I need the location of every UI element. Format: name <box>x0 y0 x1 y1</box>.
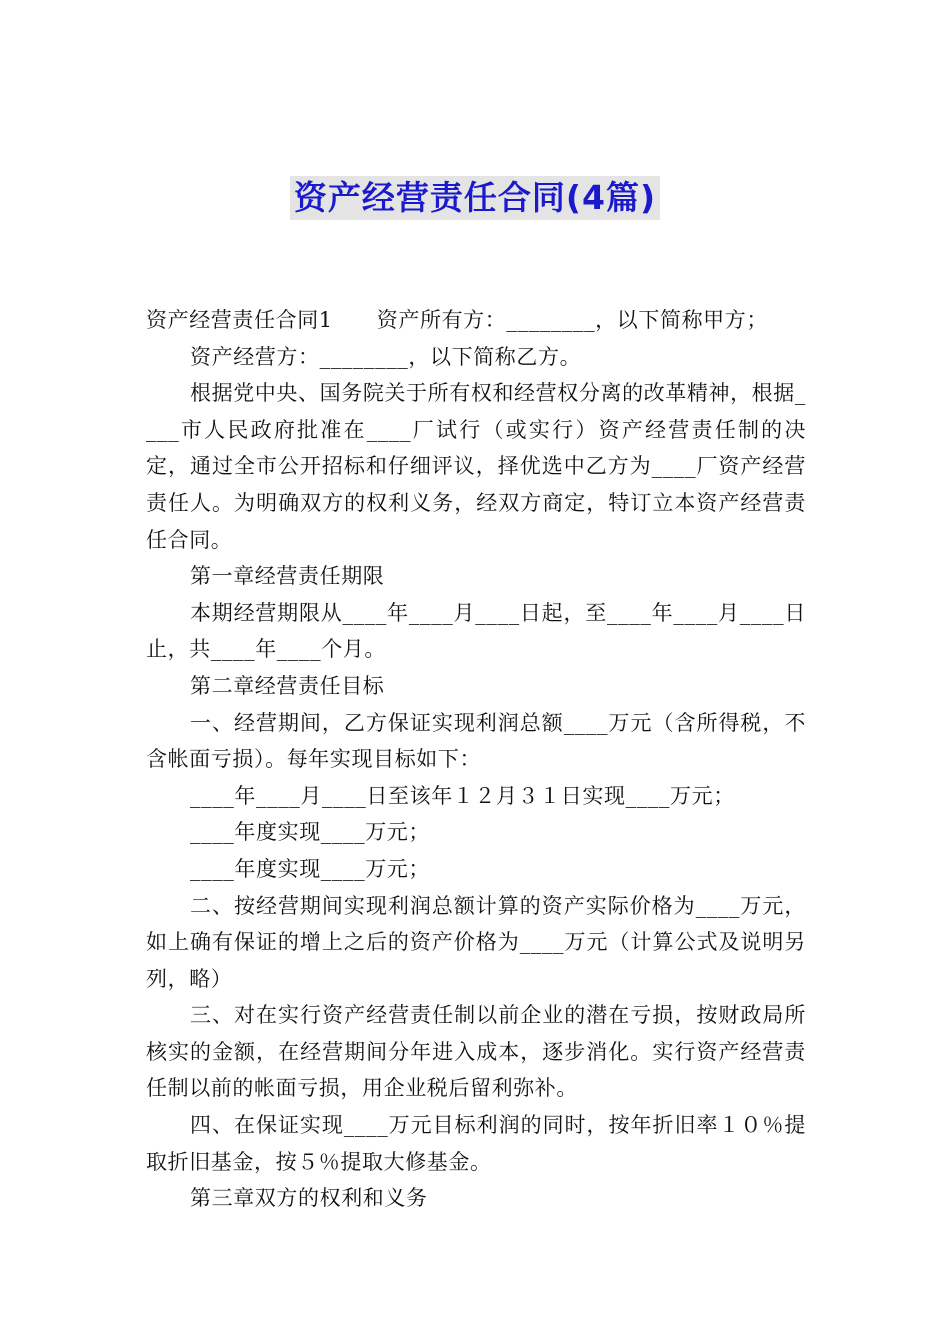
clause-3: 三、对在实行资产经营责任制以前企业的潜在亏损，按财政局所核实的金额，在经营期间分年进入成本，逐步消化。实行资产经营责任制以前的帐面亏损，用企业税后留利弥补。 <box>146 1003 806 1101</box>
clause-1: 一、经营期间，乙方保证实现利润总额____万元（含所得税，不含帐面亏损）。每年实现目标如下： <box>146 710 806 772</box>
document-title: 资产经营责任合同(4篇) <box>290 176 660 220</box>
contract-heading-line <box>146 302 806 339</box>
paragraph-operator: 资产经营方：________，以下简称乙方。 <box>190 344 582 369</box>
paragraph-term: 本期经营期限从____年____月____日起，至____年____月____日止，共____年____个月。 <box>146 600 806 662</box>
title-container <box>0 176 950 220</box>
annual-target-line-2: ____年度实现____万元； <box>190 820 430 845</box>
clause-4: 四、在保证实现____万元目标利润的同时，按年折旧率１０％提取折旧基金，按５％提取大修基金。 <box>146 1113 806 1174</box>
document-body <box>146 302 806 1217</box>
paragraph-preamble: 根据党中央、国务院关于所有权和经营权分离的改革精神，根据____市人民政府批准在____厂试行（或实行）资产经营责任制的决定，通过全市公开招标和仔细评议，择优选中乙方为____厂资产经营责任人。为明确双方的权利义务，经双方商定，特订立本资产经营责任合同。 <box>146 381 806 552</box>
annual-target-line-1: ____年____月____日至该年１２月３１日实现____万元； <box>190 783 735 808</box>
clause-2: 二、按经营期间实现利润总额计算的资产实际价格为____万元，如上确有保证的增上之后的资产价格为____万元（计算公式及说明另列，略） <box>146 893 806 991</box>
chapter-1-heading: 第一章经营责任期限 <box>190 564 385 589</box>
contract-number-label: 资产经营责任合同1 <box>146 308 333 332</box>
annual-target-line-3: ____年度实现____万元； <box>190 856 430 881</box>
chapter-3-heading: 第三章双方的权利和义务 <box>190 1186 428 1211</box>
chapter-2-heading: 第二章经营责任目标 <box>190 673 385 698</box>
asset-owner-line: 资产所有方：________，以下简称甲方； <box>376 308 768 332</box>
